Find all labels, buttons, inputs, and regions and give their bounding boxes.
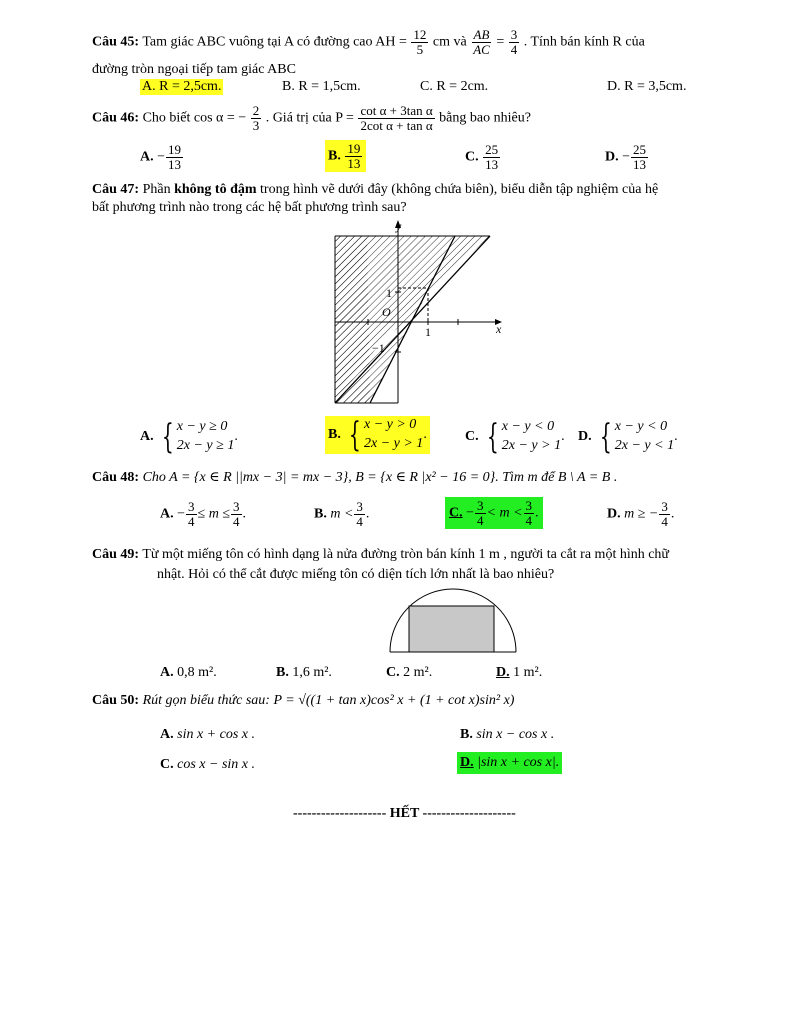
q46-cos-fraction: $\frac{2}{3}$: [252, 103, 260, 133]
q50-line: [92, 693, 514, 709]
q45-answer-d[interactable]: D. R = 3,5cm.: [607, 79, 687, 94]
end-marker: -------------------- HẾT --------------------: [293, 806, 516, 821]
q47-answer-b[interactable]: B. { x − y > 0 2x − y > 1 .: [325, 416, 430, 454]
q49-answer-d[interactable]: D. 1 m².: [496, 665, 543, 680]
y-tick-1: 1: [386, 286, 392, 300]
q50-text: Rút gọn biểu thức sau: P = √((1 + tan x)cos² x + (1 + cot x)sin² x): [142, 693, 515, 708]
q45-line1: [92, 28, 645, 56]
inscribed-rectangle: [409, 606, 494, 652]
q49-answer-b[interactable]: B. 1,6 m².: [276, 665, 332, 680]
q48-answer-a[interactable]: A. − $\frac{3}{4}$ ≤ m ≤ $\frac{3}{4}$ .: [160, 499, 247, 529]
q46-answer-b[interactable]: B. $\frac{19}{13}$: [325, 140, 366, 172]
q46-answer-d[interactable]: D. − $\frac{25}{13}$: [605, 142, 647, 172]
q47-line2: bất phương trình nào trong các hệ bất phương trình sau?: [92, 200, 407, 215]
q45-eq: =: [496, 34, 505, 50]
q49-answer-a[interactable]: A. 0,8 m².: [160, 665, 217, 680]
q45-answer-c[interactable]: C. R = 2cm.: [420, 79, 489, 94]
q49-semicircle-figure: [388, 586, 518, 656]
q48-answer-b[interactable]: B. m < $\frac{3}{4}$ .: [314, 499, 370, 529]
origin-label: O: [382, 305, 391, 319]
q45-line2: đường tròn ngoại tiếp tam giác ABC: [92, 62, 296, 77]
q47-answer-c[interactable]: C. { x − y < 0 2x − y > 1 .: [465, 416, 565, 457]
q50-answer-c[interactable]: C. cos x − sin x .: [160, 757, 255, 772]
q46-text2: . Giá trị của P =: [265, 110, 354, 126]
q48-answer-d[interactable]: D. m ≥ − $\frac{3}{4}$ .: [607, 499, 675, 529]
q48-answer-c[interactable]: C. − $\frac{3}{4}$ < m < $\frac{3}{4}$ .: [445, 497, 543, 529]
q47-graph: [330, 218, 510, 408]
q50-answer-b[interactable]: B. sin x − cos x .: [460, 727, 555, 742]
q49-line1: [92, 547, 669, 563]
q45-answer-a[interactable]: A. R = 2,5cm.: [142, 79, 222, 94]
y-tick-minus1: −1: [372, 341, 385, 355]
q50-answer-d[interactable]: D. |sin x + cos x|.: [457, 752, 562, 774]
q46-text1: Cho biết cos α = −: [142, 110, 247, 126]
q46-p-fraction: $\frac{\text{cot α + 3tan α}}{\text{2cot α + tan α}}$: [360, 103, 433, 133]
q45-text1: Tam giác ABC vuông tại A có đường cao AH =: [142, 34, 407, 50]
q45-ratio-fraction: $\frac{AB}{AC}$: [473, 27, 490, 57]
q46-text3: bằng bao nhiêu?: [439, 110, 531, 126]
q45-ah-fraction: $\frac{12}{5}$: [413, 27, 427, 57]
q45-ah-unit: cm và: [432, 34, 467, 50]
q49-label: Câu 49:: [92, 547, 140, 562]
q46-label: Câu 46:: [92, 110, 140, 126]
q48-line: [92, 469, 617, 486]
q48-label: Câu 48:: [92, 470, 140, 485]
q46-answer-a[interactable]: A. − $\frac{19}{13}$: [140, 142, 182, 172]
x-axis-label: x: [496, 322, 502, 336]
q45-r-fraction: $\frac{3}{4}$: [510, 27, 518, 57]
q50-label: Câu 50:: [92, 693, 140, 708]
q47-answer-a[interactable]: A. { x − y ≥ 0 2x − y ≥ 1 .: [140, 416, 238, 457]
q46-answer-c[interactable]: C. $\frac{25}{13}$: [465, 142, 499, 172]
q47-line1: Câu 47: Phần không tô đậm trong hình vẽ dưới đây (không chứa biên), biểu diễn tập nghiệm của hệ: [92, 182, 659, 197]
q45-label: Câu 45:: [92, 34, 140, 50]
q49-answer-c[interactable]: C. 2 m².: [386, 665, 433, 680]
q45-answer-b[interactable]: B. R = 1,5cm.: [282, 79, 361, 94]
y-axis-label: y: [396, 219, 402, 233]
q46-line: [92, 104, 531, 132]
q45-text2: . Tính bán kính R của: [523, 34, 645, 50]
q49-text1: Từ một miếng tôn có hình dạng là nửa đường tròn bán kính 1 m , người ta cắt ra một hình chữ: [142, 547, 670, 562]
q47-label: Câu 47:: [92, 182, 140, 197]
q50-answer-a[interactable]: A. sin x + cos x .: [160, 727, 255, 742]
q47-answer-d[interactable]: D. { x − y < 0 2x − y < 1 .: [578, 416, 678, 457]
x-tick-1: 1: [425, 325, 431, 339]
q48-text: Cho A = {x ∈ R ||mx − 3| = mx − 3}, B = {x ∈ R |x² − 16 = 0}. Tìm m để B \ A = B .: [142, 470, 618, 485]
q49-line2: nhật. Hỏi có thể cắt được miếng tôn có diện tích lớn nhất là bao nhiêu?: [157, 567, 555, 582]
